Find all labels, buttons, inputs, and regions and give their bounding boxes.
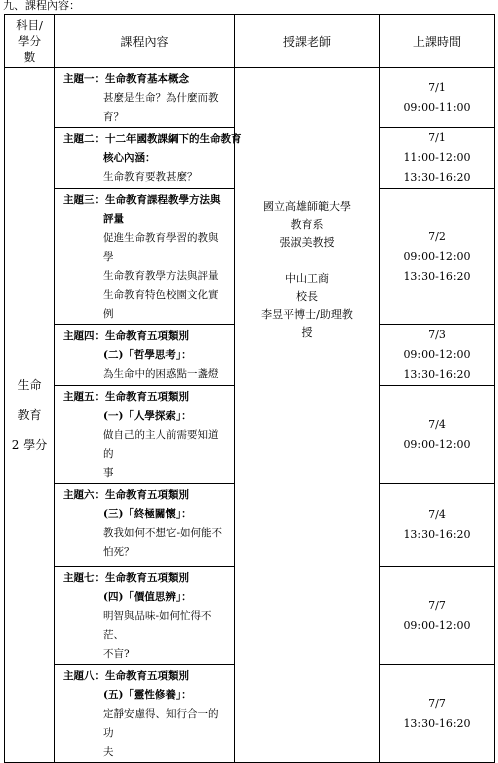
content-cell [55, 567, 235, 665]
theme-title [63, 191, 230, 210]
time-line: 7/3 [428, 328, 446, 341]
header-credit-line: 科目/ [16, 18, 43, 32]
credit-line: 生命 [17, 378, 42, 392]
time-line: 09:00-12:00 [403, 437, 471, 451]
theme-name: 生命教育五項類別 [105, 572, 189, 584]
theme-label: 主題二： [63, 133, 105, 145]
teacher-cell [235, 68, 380, 763]
time-line: 7/1 [428, 131, 446, 144]
theme-title [63, 327, 230, 346]
teacher-line: 張淑美教授 [279, 236, 335, 249]
time-cell [380, 325, 495, 386]
section-heading: 九、課程內容： [3, 0, 80, 12]
time-line: 09:00-12:00 [403, 348, 471, 361]
category-subtitle: (一)「人學探索」： [103, 410, 192, 422]
content-cell [55, 189, 235, 325]
header-content: 課程內容 [55, 15, 235, 68]
theme-name-continued: 評量 [103, 213, 124, 225]
header-time: 上課時間 [380, 15, 495, 68]
time-line: 7/4 [428, 417, 446, 431]
header-teacher: 授課老師 [235, 15, 380, 68]
content-item: 事 [103, 467, 114, 479]
time-line: 09:00-11:00 [403, 100, 471, 114]
theme-label: 主題七： [63, 572, 105, 584]
theme-name: 生命教育課程教學方法與 [105, 194, 221, 206]
theme-name: 生命教育基本概念 [105, 73, 189, 85]
time-cell [380, 567, 495, 665]
theme-name-continued: 核心內涵： [103, 152, 156, 164]
time-line: 11:00-12:00 [403, 151, 471, 164]
time-line: 09:00-12:00 [403, 249, 471, 263]
time-line: 7/7 [428, 598, 446, 612]
category-subtitle: (四)「價值思辨」： [103, 591, 192, 603]
content-cell [55, 484, 235, 567]
teacher-line: 教育系 [290, 218, 324, 231]
theme-label: 主題三： [63, 194, 105, 206]
course-table [4, 14, 495, 763]
category-subtitle: (三)「終極關懷」： [103, 508, 192, 520]
header-credit-line: 學分 [18, 34, 41, 48]
category-subtitle: (五)「靈性修養」： [103, 689, 192, 701]
theme-label: 主題八： [63, 670, 105, 682]
header-credit [5, 15, 55, 68]
teacher-line: 李昱平博士/助理教 [261, 308, 353, 321]
content-item: 夫 [103, 746, 114, 758]
content-item: 生命教育教學方法與評量 [103, 270, 219, 282]
content-item: 不盲? [103, 648, 130, 660]
theme-title [63, 486, 230, 505]
teacher-line: 授 [301, 326, 313, 339]
teacher-line: 國立高雄師範大學 [263, 200, 351, 213]
content-item: 生命教育特色校園文化實例 [103, 289, 219, 320]
content-cell [55, 68, 235, 128]
theme-title [63, 130, 242, 149]
content-item: 教我如何不想它-如何能不 [103, 527, 223, 539]
teacher-line [235, 252, 379, 270]
content-item: 為生命中的困惑點一盞燈 [103, 368, 219, 380]
time-line: 13:30-16:20 [403, 269, 471, 283]
theme-title [63, 388, 230, 407]
teacher-line: 中山工商 [285, 272, 329, 285]
content-item: 促進生命教育學習的教與學 [103, 232, 219, 263]
time-line: 09:00-12:00 [403, 618, 471, 632]
time-cell [380, 128, 495, 189]
time-line: 7/4 [428, 508, 446, 521]
time-cell [380, 189, 495, 325]
content-cell [55, 665, 235, 763]
content-cell [55, 386, 235, 484]
credit-cell [5, 68, 55, 763]
credit-line: 教育 [17, 408, 42, 422]
theme-name: 生命教育五項類別 [105, 670, 189, 682]
category-subtitle: (二)「哲學思考」： [103, 349, 192, 361]
teacher-line: 校長 [296, 290, 318, 303]
theme-label: 主題一： [63, 73, 105, 85]
table-header-row [5, 15, 495, 68]
time-line: 7/2 [428, 229, 446, 243]
theme-label: 主題四： [63, 330, 105, 342]
credit-line: 2 學分 [11, 438, 48, 452]
header-credit-line: 數 [23, 50, 36, 64]
time-line: 13:30-16:20 [403, 368, 471, 381]
time-cell [380, 68, 495, 128]
content-item: 甚麼是生命？為什麼而教育？ [103, 92, 219, 123]
content-cell [55, 128, 242, 189]
content-cell [55, 325, 235, 386]
content-item: 做自己的主人前需要知道的 [103, 429, 219, 460]
theme-label: 主題六： [63, 489, 105, 501]
time-line: 7/1 [428, 80, 446, 94]
theme-name: 生命教育五項類別 [105, 391, 189, 403]
table-row [5, 68, 495, 128]
content-item: 定靜安慮得、知行合一的功 [103, 708, 219, 739]
theme-title [63, 569, 230, 588]
time-line: 7/7 [428, 696, 446, 710]
content-item: 生命教育要教甚麼？ [103, 171, 198, 183]
time-line: 13:30-16:20 [403, 716, 471, 730]
theme-title [63, 667, 230, 686]
content-item: 怕死？ [103, 546, 135, 558]
time-cell [380, 386, 495, 484]
time-cell [380, 484, 495, 567]
theme-name: 十二年國教課綱下的生命教育 [105, 133, 242, 145]
content-item: 明智與品味-如何忙得不茫、 [103, 610, 212, 641]
theme-title [63, 70, 230, 89]
theme-name: 生命教育五項類別 [105, 330, 189, 342]
theme-label: 主題五： [63, 391, 105, 403]
time-line: 13:30-16:20 [403, 528, 471, 541]
theme-name: 生命教育五項類別 [105, 489, 189, 501]
time-cell [380, 665, 495, 763]
time-line: 13:30-16:20 [403, 171, 471, 184]
